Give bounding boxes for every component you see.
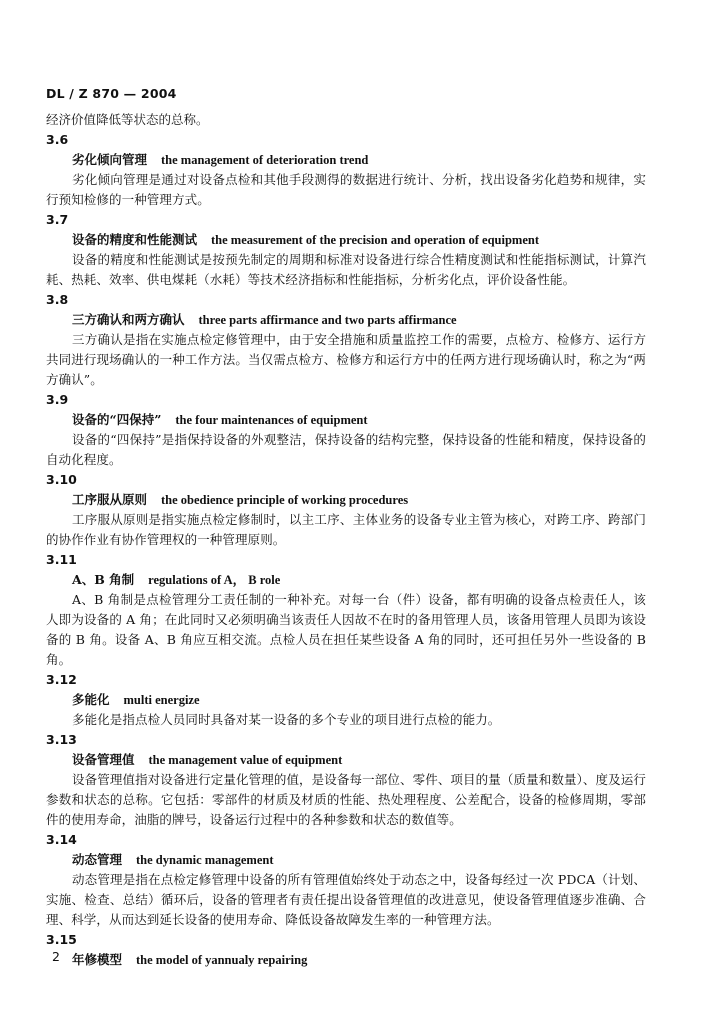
term-en: the obedience principle of working procedures	[161, 493, 409, 507]
term-en: multi energize	[123, 693, 200, 707]
term-definition: 多能化是指点检人员同时具备对某一设备的多个专业的项目进行点检的能力。	[72, 712, 501, 727]
term-heading	[46, 230, 646, 250]
term-en: the management of deterioration trend	[161, 153, 369, 167]
term-en: the measurement of the precision and operation of equipment	[211, 233, 540, 247]
clause-number: 3.12	[46, 672, 77, 687]
term-heading	[46, 690, 646, 710]
term-cn: 设备的“四保持”	[72, 412, 162, 427]
term-cn: 劣化倾向管理	[72, 152, 148, 167]
clause-number: 3.13	[46, 732, 77, 747]
term-cn: A、B 角制	[72, 572, 135, 587]
clause-number: 3.9	[46, 392, 69, 407]
clause-number: 3.7	[46, 212, 69, 227]
term-definition: 设备的“四保持”是指保持设备的外观整洁，保持设备的结构完整，保持设备的性能和精度，保持设备的自动化程度。	[46, 432, 646, 467]
term-definition: 三方确认是指在实施点检定修管理中，由于安全措施和质量监控工作的需要，点检方、检修方、运行方共同进行现场确认的一种工作方法。当仅需点检方、检修方和运行方中的任两方进行现场确认时，称之为“两方确认”。	[46, 332, 646, 387]
clause-number: 3.6	[46, 132, 69, 147]
term-cn: 多能化	[72, 692, 110, 707]
term-cn: 设备的精度和性能测试	[72, 232, 198, 247]
term-cn: 设备管理值	[72, 752, 135, 767]
term-definition: A、B 角制是点检管理分工责任制的一种补充。对每一台（件）设备，都有明确的设备点检责任人，该人即为设备的 A 角；在此同时又必须明确当该责任人因故不在时的备用管理人员，该备用管理人员即为该设备的 B 角。设备 A、B 角应互相交流。点检人员在担任某些设备 A 角的同时，还可担任另外一些设备的 B 角。	[46, 592, 646, 667]
clause-number: 3.11	[46, 552, 77, 567]
term-cn: 三方确认和两方确认	[72, 312, 185, 327]
term-en: the management value of equipment	[148, 753, 343, 767]
term-heading	[46, 850, 646, 870]
term-definition: 设备的精度和性能测试是按预先制定的周期和标准对设备进行综合性精度测试和性能指标测试，计算汽耗、热耗、效率、供电煤耗（水耗）等技术经济指标和性能指标，分析劣化点，评价设备性能。	[46, 252, 646, 287]
term-en: the dynamic management	[136, 853, 274, 867]
term-heading	[46, 150, 646, 170]
term-en: the four maintenances of equipment	[175, 413, 368, 427]
term-definition: 劣化倾向管理是通过对设备点检和其他手段测得的数据进行统计、分析，找出设备劣化趋势和规律，实行预知检修的一种管理方式。	[46, 172, 646, 207]
term-en: regulations of A， B role	[148, 573, 281, 587]
term-definition: 工序服从原则是指实施点检定修制时，以主工序、主体业务的设备专业主管为核心，对跨工序、跨部门的协作作业有协作管理权的一种管理原则。	[46, 512, 646, 547]
term-heading	[46, 410, 646, 430]
term-heading	[46, 750, 646, 770]
term-cn: 动态管理	[72, 852, 123, 867]
term-en: the model of yannualy repairing	[136, 953, 308, 967]
lead-text: 经济价值降低等状态的总称。	[46, 112, 209, 127]
clause-number: 3.15	[46, 932, 77, 947]
term-heading	[46, 950, 646, 970]
term-heading	[46, 570, 646, 590]
document-body	[46, 110, 646, 970]
term-heading	[46, 310, 646, 330]
document-header: DL / Z 870 — 2004	[46, 86, 177, 101]
term-definition: 动态管理是指在点检定修管理中设备的所有管理值始终处于动态之中，设备每经过一次 PDCA（计划、实施、检查、总结）循环后，设备的管理者有责任提出设备管理值的改进意见，使设备管理值逐步准确、合理、科学，从而达到延长设备的使用寿命、降低设备故障发生率的一种管理方法。	[46, 872, 646, 927]
term-cn: 工序服从原则	[72, 492, 148, 507]
page-number: 2	[52, 949, 60, 964]
term-cn: 年修模型	[72, 952, 123, 967]
term-heading	[46, 490, 646, 510]
clause-number: 3.8	[46, 292, 69, 307]
clause-number: 3.10	[46, 472, 77, 487]
term-en: three parts affirmance and two parts affirmance	[198, 313, 457, 327]
clause-number: 3.14	[46, 832, 77, 847]
term-definition: 设备管理值指对设备进行定量化管理的值，是设备每一部位、零件、项目的量（质量和数量）、度及运行参数和状态的总称。它包括：零部件的材质及材质的性能、热处理程度、公差配合，设备的检修周期，零部件的使用寿命，油脂的牌号，设备运行过程中的各种参数和状态的数值等。	[46, 772, 646, 827]
